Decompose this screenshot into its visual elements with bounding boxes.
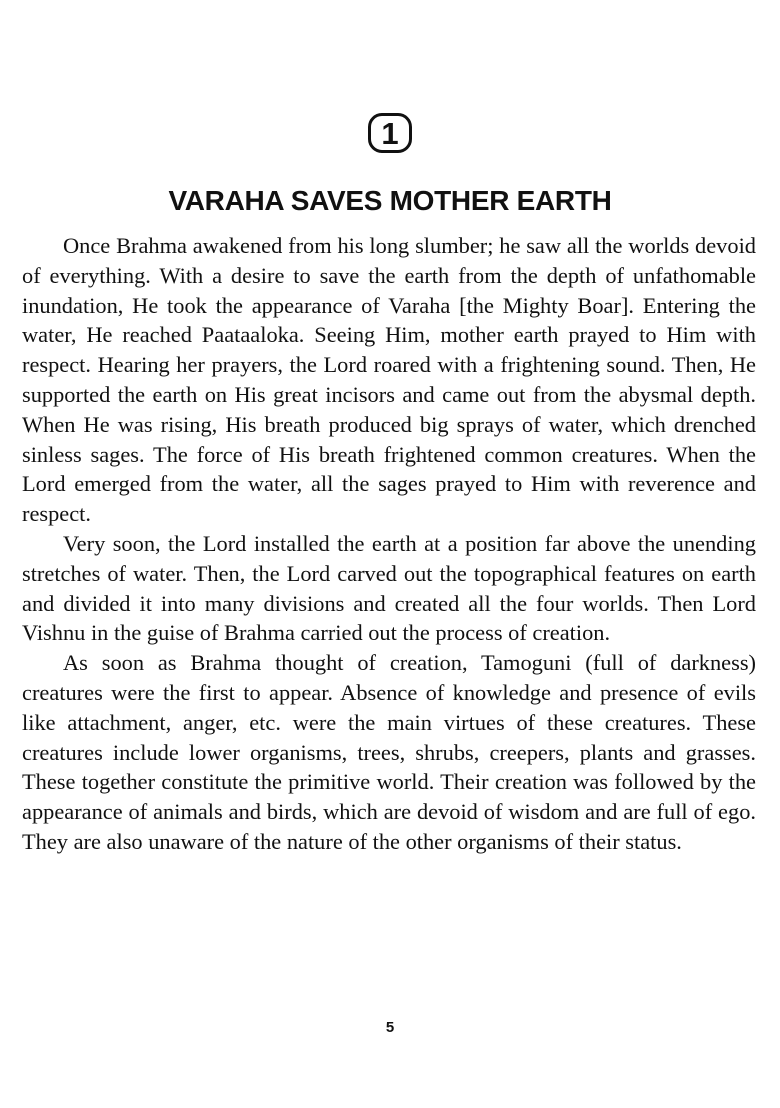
paragraph-3: As soon as Brahma thought of creation, Tamoguni (full of darkness) creatures were the first to appear. Absence of knowledge and presence of evils like attachment, anger, etc. were the main virtues of these creatures. These creatures include lower organisms, trees, shrubs, creepers, plants and grasses. These together constitute the primitive world. Their creation was followed by the appearance of animals and birds, which are devoid of wisdom and are full of ego. They are also unaware of the nature of the other organisms of their status. xyxy=(22,650,756,854)
chapter-number-container xyxy=(0,113,780,153)
paragraph-2: Very soon, the Lord installed the earth at a position far above the unending stretches of water. Then, the Lord carved out the topographical features on earth and divided it into many divisions and created all the four worlds. Then Lord Vishnu in the guise of Brahma carried out the process of creation. xyxy=(22,530,756,646)
chapter-body xyxy=(22,231,756,857)
paragraph-1: Once Brahma awakened from his long slumber; he saw all the worlds devoid of everything. With a desire to save the earth from the depth of unfathomable inundation, He took the appearance of Varaha [the Mighty Boar]. Entering the water, He reached Paataaloka. Seeing Him, mother earth prayed to Him with respect. Hearing her prayers, the Lord roared with a frightening sound. Then, He supported the earth on His great incisors and came out from the abysmal depth. When He was rising, His breath produced big sprays of water, which drenched sinless sages. The force of His breath frightened common creatures. When the Lord emerged from the water, all the sages prayed to Him with reverence and respect. xyxy=(22,233,756,527)
chapter-title: VARAHA SAVES MOTHER EARTH xyxy=(168,185,612,216)
chapter-number-badge: 1 xyxy=(368,113,412,153)
page-number: 5 xyxy=(385,1019,395,1036)
